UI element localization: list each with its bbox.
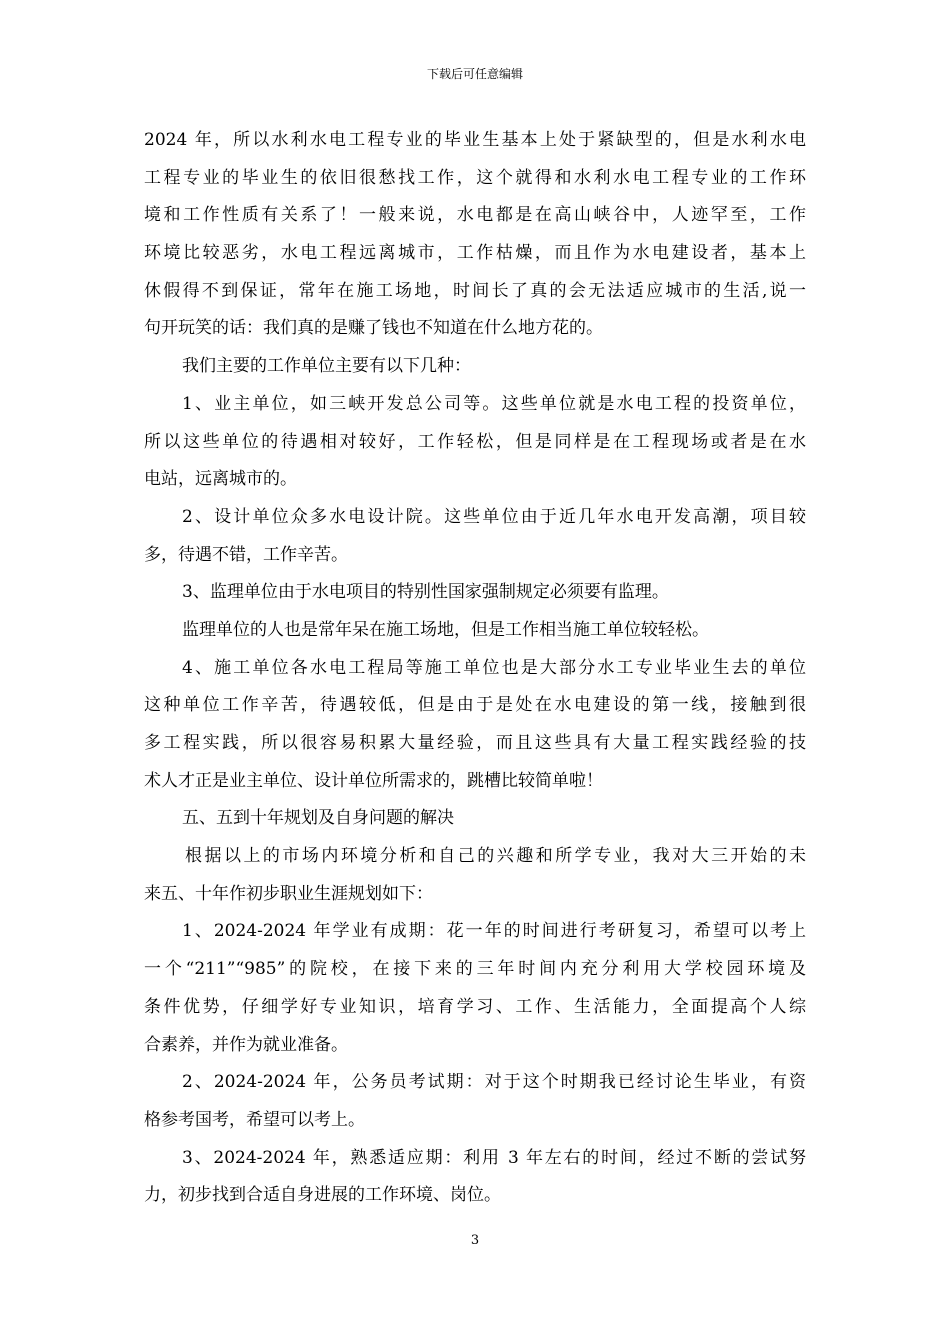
text-line: 根据以上的市场内环境分析和自己的兴趣和所学专业，我对大三开始的未: [185, 846, 806, 867]
text-line: 条件优势，仔细学好专业知识，培育学习、工作、生活能力，全面提高个人综: [144, 996, 806, 1017]
text-line: 合素养，并作为就业准备。: [144, 1034, 348, 1055]
document-body: [144, 122, 806, 1215]
text-line: 句开玩笑的话：我们真的是赚了钱也不知道在什么地方花的。: [144, 318, 603, 339]
text-line: 1、业主单位，如三峡开发总公司等。这些单位就是水电工程的投资单位，: [182, 393, 806, 414]
text-line: 我们主要的工作单位主要有以下几种：: [182, 356, 471, 377]
text-line: 术人才正是业主单位、设计单位所需求的，跳槽比较简单啦！: [144, 770, 603, 791]
text-line: 2、2024-2024 年，公务员考试期：对于这个时期我已经讨论生毕业，有资: [182, 1072, 806, 1093]
text-line: 力，初步找到合适自身进展的工作环境、岗位。: [144, 1185, 501, 1206]
text-line: 4、施工单位各水电工程局等施工单位也是大部分水工专业毕业生去的单位: [182, 657, 806, 678]
text-line: 电站，远离城市的。: [144, 469, 297, 490]
text-line: 这种单位工作辛苦，待遇较低，但是由于是处在水电建设的第一线，接触到很: [144, 695, 806, 716]
text-line: 来五、十年作初步职业生涯规划如下：: [144, 883, 433, 904]
text-line: 多，待遇不错，工作辛苦。: [144, 544, 348, 565]
text-line: 休假得不到保证，常年在施工场地，时间长了真的会无法适应城市的生活,说一: [144, 280, 806, 301]
text-line: 1、2024-2024 年学业有成期：花一年的时间进行考研复习，希望可以考上: [182, 921, 806, 942]
text-line: 3、2024-2024 年，熟悉适应期：利用 3 年左右的时间，经过不断的尝试努: [182, 1147, 806, 1168]
text-line: 工程专业的毕业生的依旧很愁找工作，这个就得和水利水电工程专业的工作环: [144, 167, 806, 188]
section-heading: 五、五到十年规划及自身问题的解决: [182, 808, 454, 829]
text-line: 境和工作性质有关系了！一般来说，水电都是在高山峡谷中，人迹罕至，工作: [144, 205, 806, 226]
text-line: 多工程实践，所以很容易积累大量经验，而且这些具有大量工程实践经验的技: [144, 733, 806, 753]
page-number: 3: [470, 1233, 480, 1248]
text-line: 格参考国考，希望可以考上。: [144, 1109, 365, 1130]
text-line: 所以这些单位的待遇相对较好，工作轻松，但是同样是在工程现场或者是在水: [144, 431, 806, 452]
text-line: 2024 年，所以水利水电工程专业的毕业生基本上处于紧缺型的，但是水利水电: [144, 130, 806, 150]
text-line: 监理单位的人也是常年呆在施工场地，但是工作相当施工单位较轻松。: [182, 619, 709, 640]
page-header: 下载后可任意编辑: [426, 67, 523, 81]
text-line: 环境比较恶劣，水电工程远离城市，工作枯燥，而且作为水电建设者，基本上: [144, 243, 806, 264]
text-line: 3、监理单位由于水电项目的特别性国家强制规定必须要有监理。: [182, 582, 669, 603]
text-line: 2、设计单位众多水电设计院。这些单位由于近几年水电开发高潮，项目较: [182, 506, 806, 527]
text-line: 一个“211”“985”的院校，在接下来的三年时间内充分利用大学校园环境及: [144, 959, 806, 980]
